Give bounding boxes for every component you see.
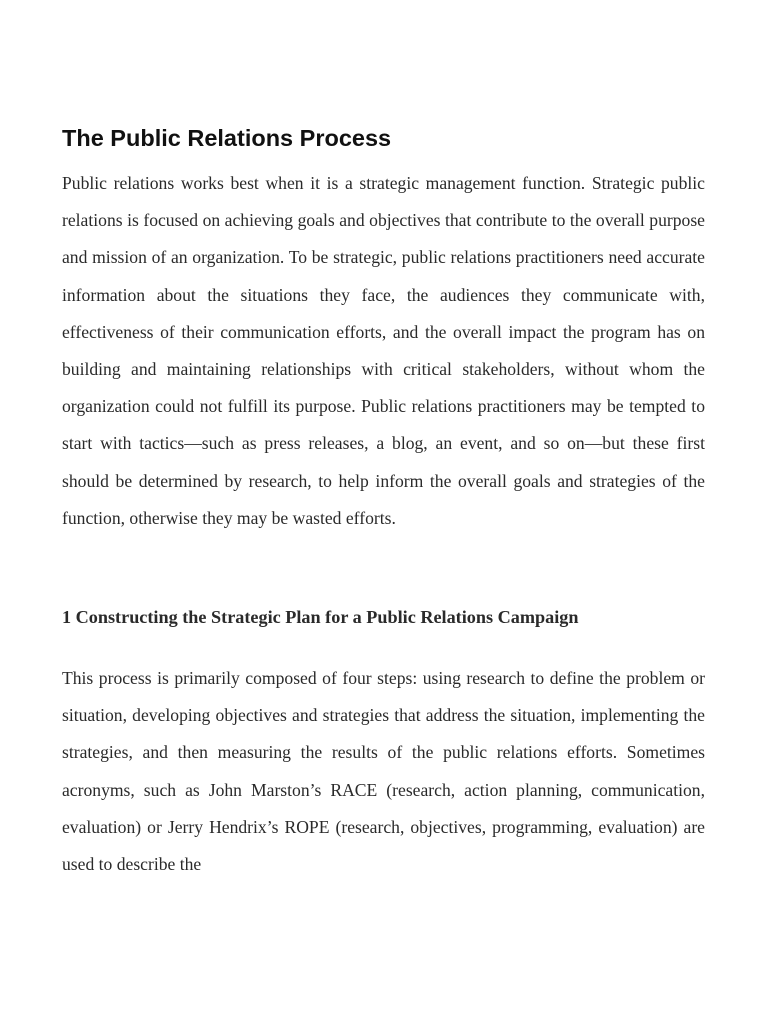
process-paragraph: This process is primarily composed of four steps: using research to define the problem or situation, developing objectives and strategies that address the situation, implementing the strategies, and then measuring the results of the public relations efforts. Sometimes acronyms, such as John Marston’s RACE (research, action planning, communication, evaluation) or Jerry Hendrix’s ROPE (research, objectives, programming, evaluation) are used to describe the [62,668,705,875]
page-title: The Public Relations Process [62,125,392,151]
section-heading: 1 Constructing the Strategic Plan for a Public Relations Campaign [62,607,579,627]
intro-paragraph: Public relations works best when it is a strategic management function. Strategic public relations is focused on achieving goals and objectives that contribute to the overall purpose and mission of an organization. To be strategic, public relations practitioners need accurate information about the situations they face, the audiences they communicate with, effectiveness of their communication efforts, and the overall impact the program has on building and maintaining relationships with critical stakeholders, without whom the organization could not fulfill its purpose. Public relations practitioners may be tempted to start with tactics—such as press releases, a blog, an event, and so on—but these first should be determined by research, to help inform the overall goals and strategies of the function, otherwise they may be wasted efforts. [62,173,705,528]
